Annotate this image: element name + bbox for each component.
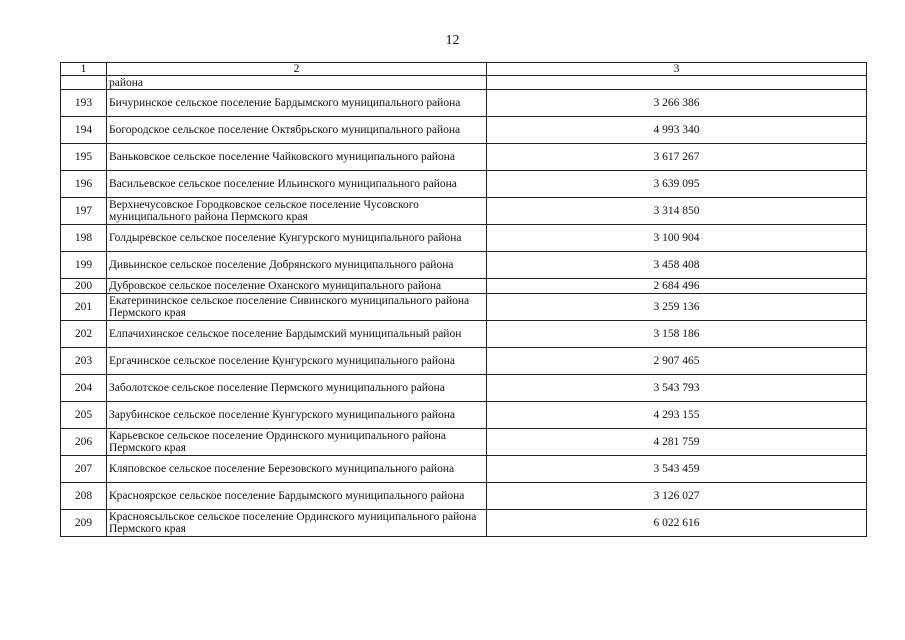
row-number-cell: 195 bbox=[61, 144, 107, 171]
table-row bbox=[61, 483, 867, 510]
row-number-cell: 196 bbox=[61, 171, 107, 198]
header-col-1: 1 bbox=[61, 63, 107, 76]
amount-cell: 3 639 095 bbox=[487, 171, 867, 198]
amount-cell: 2 684 496 bbox=[487, 279, 867, 294]
settlement-name-cell: Верхнечусовское Городковское сельское поселение Чусовского муниципального района Пермского края bbox=[107, 198, 487, 225]
amount-cell: 3 458 408 bbox=[487, 252, 867, 279]
amount-cell: 3 543 459 bbox=[487, 456, 867, 483]
table-header-row bbox=[61, 63, 867, 76]
row-number-cell: 200 bbox=[61, 279, 107, 294]
table-row bbox=[61, 348, 867, 375]
table-row bbox=[61, 402, 867, 429]
table-row bbox=[61, 429, 867, 456]
amount-cell: 3 543 793 bbox=[487, 375, 867, 402]
amount-cell: 3 158 186 bbox=[487, 321, 867, 348]
settlement-name-cell: Карьевское сельское поселение Ординского муниципального района Пермского края bbox=[107, 429, 487, 456]
row-number-cell: 201 bbox=[61, 294, 107, 321]
table-row bbox=[61, 294, 867, 321]
settlement-name-cell: Ваньковское сельское поселение Чайковского муниципального района bbox=[107, 144, 487, 171]
page-number: 12 bbox=[445, 33, 460, 48]
continuation-row bbox=[61, 76, 867, 90]
settlement-name-cell: Заболотское сельское поселение Пермского муниципального района bbox=[107, 375, 487, 402]
amount-cell: 3 266 386 bbox=[487, 90, 867, 117]
continuation-value-cell bbox=[487, 76, 867, 90]
table-row bbox=[61, 90, 867, 117]
row-number-cell: 202 bbox=[61, 321, 107, 348]
amount-cell: 4 293 155 bbox=[487, 402, 867, 429]
table-row bbox=[61, 198, 867, 225]
row-number-cell: 193 bbox=[61, 90, 107, 117]
header-col-2: 2 bbox=[107, 63, 487, 76]
row-number-cell: 205 bbox=[61, 402, 107, 429]
row-number-cell: 198 bbox=[61, 225, 107, 252]
continuation-name-cell: района bbox=[107, 76, 487, 90]
settlement-name-cell: Красноярское сельское поселение Бардымского муниципального района bbox=[107, 483, 487, 510]
settlement-name-cell: Голдыревское сельское поселение Кунгурского муниципального района bbox=[107, 225, 487, 252]
settlement-name-cell: Дивьинское сельское поселение Добрянского муниципального района bbox=[107, 252, 487, 279]
row-number-cell: 208 bbox=[61, 483, 107, 510]
table-body bbox=[61, 76, 867, 537]
settlement-name-cell: Екатерининское сельское поселение Сивинского муниципального района Пермского края bbox=[107, 294, 487, 321]
row-number-cell: 206 bbox=[61, 429, 107, 456]
amount-cell: 3 259 136 bbox=[487, 294, 867, 321]
row-number-cell: 199 bbox=[61, 252, 107, 279]
table-row bbox=[61, 279, 867, 294]
settlement-name-cell: Красноясыльское сельское поселение Ординского муниципального района Пермского края bbox=[107, 510, 487, 537]
amount-cell: 2 907 465 bbox=[487, 348, 867, 375]
settlement-name-cell: Дубровское сельское поселение Оханского муниципального района bbox=[107, 279, 487, 294]
table-row bbox=[61, 171, 867, 198]
settlement-name-cell: Бичуринское сельское поселение Бардымского муниципального района bbox=[107, 90, 487, 117]
amount-cell: 4 281 759 bbox=[487, 429, 867, 456]
table-row bbox=[61, 510, 867, 537]
continuation-num-cell bbox=[61, 76, 107, 90]
amount-cell: 6 022 616 bbox=[487, 510, 867, 537]
settlement-table bbox=[60, 62, 867, 537]
amount-cell: 4 993 340 bbox=[487, 117, 867, 144]
row-number-cell: 203 bbox=[61, 348, 107, 375]
amount-cell: 3 314 850 bbox=[487, 198, 867, 225]
settlement-name-cell: Васильевское сельское поселение Ильинского муниципального района bbox=[107, 171, 487, 198]
amount-cell: 3 100 904 bbox=[487, 225, 867, 252]
settlement-name-cell: Зарубинское сельское поселение Кунгурского муниципального района bbox=[107, 402, 487, 429]
amount-cell: 3 126 027 bbox=[487, 483, 867, 510]
settlement-name-cell: Кляповское сельское поселение Березовского муниципального района bbox=[107, 456, 487, 483]
row-number-cell: 197 bbox=[61, 198, 107, 225]
table-row bbox=[61, 375, 867, 402]
table-row bbox=[61, 321, 867, 348]
table-row bbox=[61, 117, 867, 144]
table-row bbox=[61, 456, 867, 483]
settlement-name-cell: Богородское сельское поселение Октябрьского муниципального района bbox=[107, 117, 487, 144]
row-number-cell: 194 bbox=[61, 117, 107, 144]
table-row bbox=[61, 225, 867, 252]
amount-cell: 3 617 267 bbox=[487, 144, 867, 171]
row-number-cell: 209 bbox=[61, 510, 107, 537]
settlement-name-cell: Ергачинское сельское поселение Кунгурского муниципального района bbox=[107, 348, 487, 375]
header-col-3: 3 bbox=[487, 63, 867, 76]
table-row bbox=[61, 144, 867, 171]
table-row bbox=[61, 252, 867, 279]
row-number-cell: 207 bbox=[61, 456, 107, 483]
row-number-cell: 204 bbox=[61, 375, 107, 402]
settlement-name-cell: Елпачихинское сельское поселение Бардымский муниципальный район bbox=[107, 321, 487, 348]
